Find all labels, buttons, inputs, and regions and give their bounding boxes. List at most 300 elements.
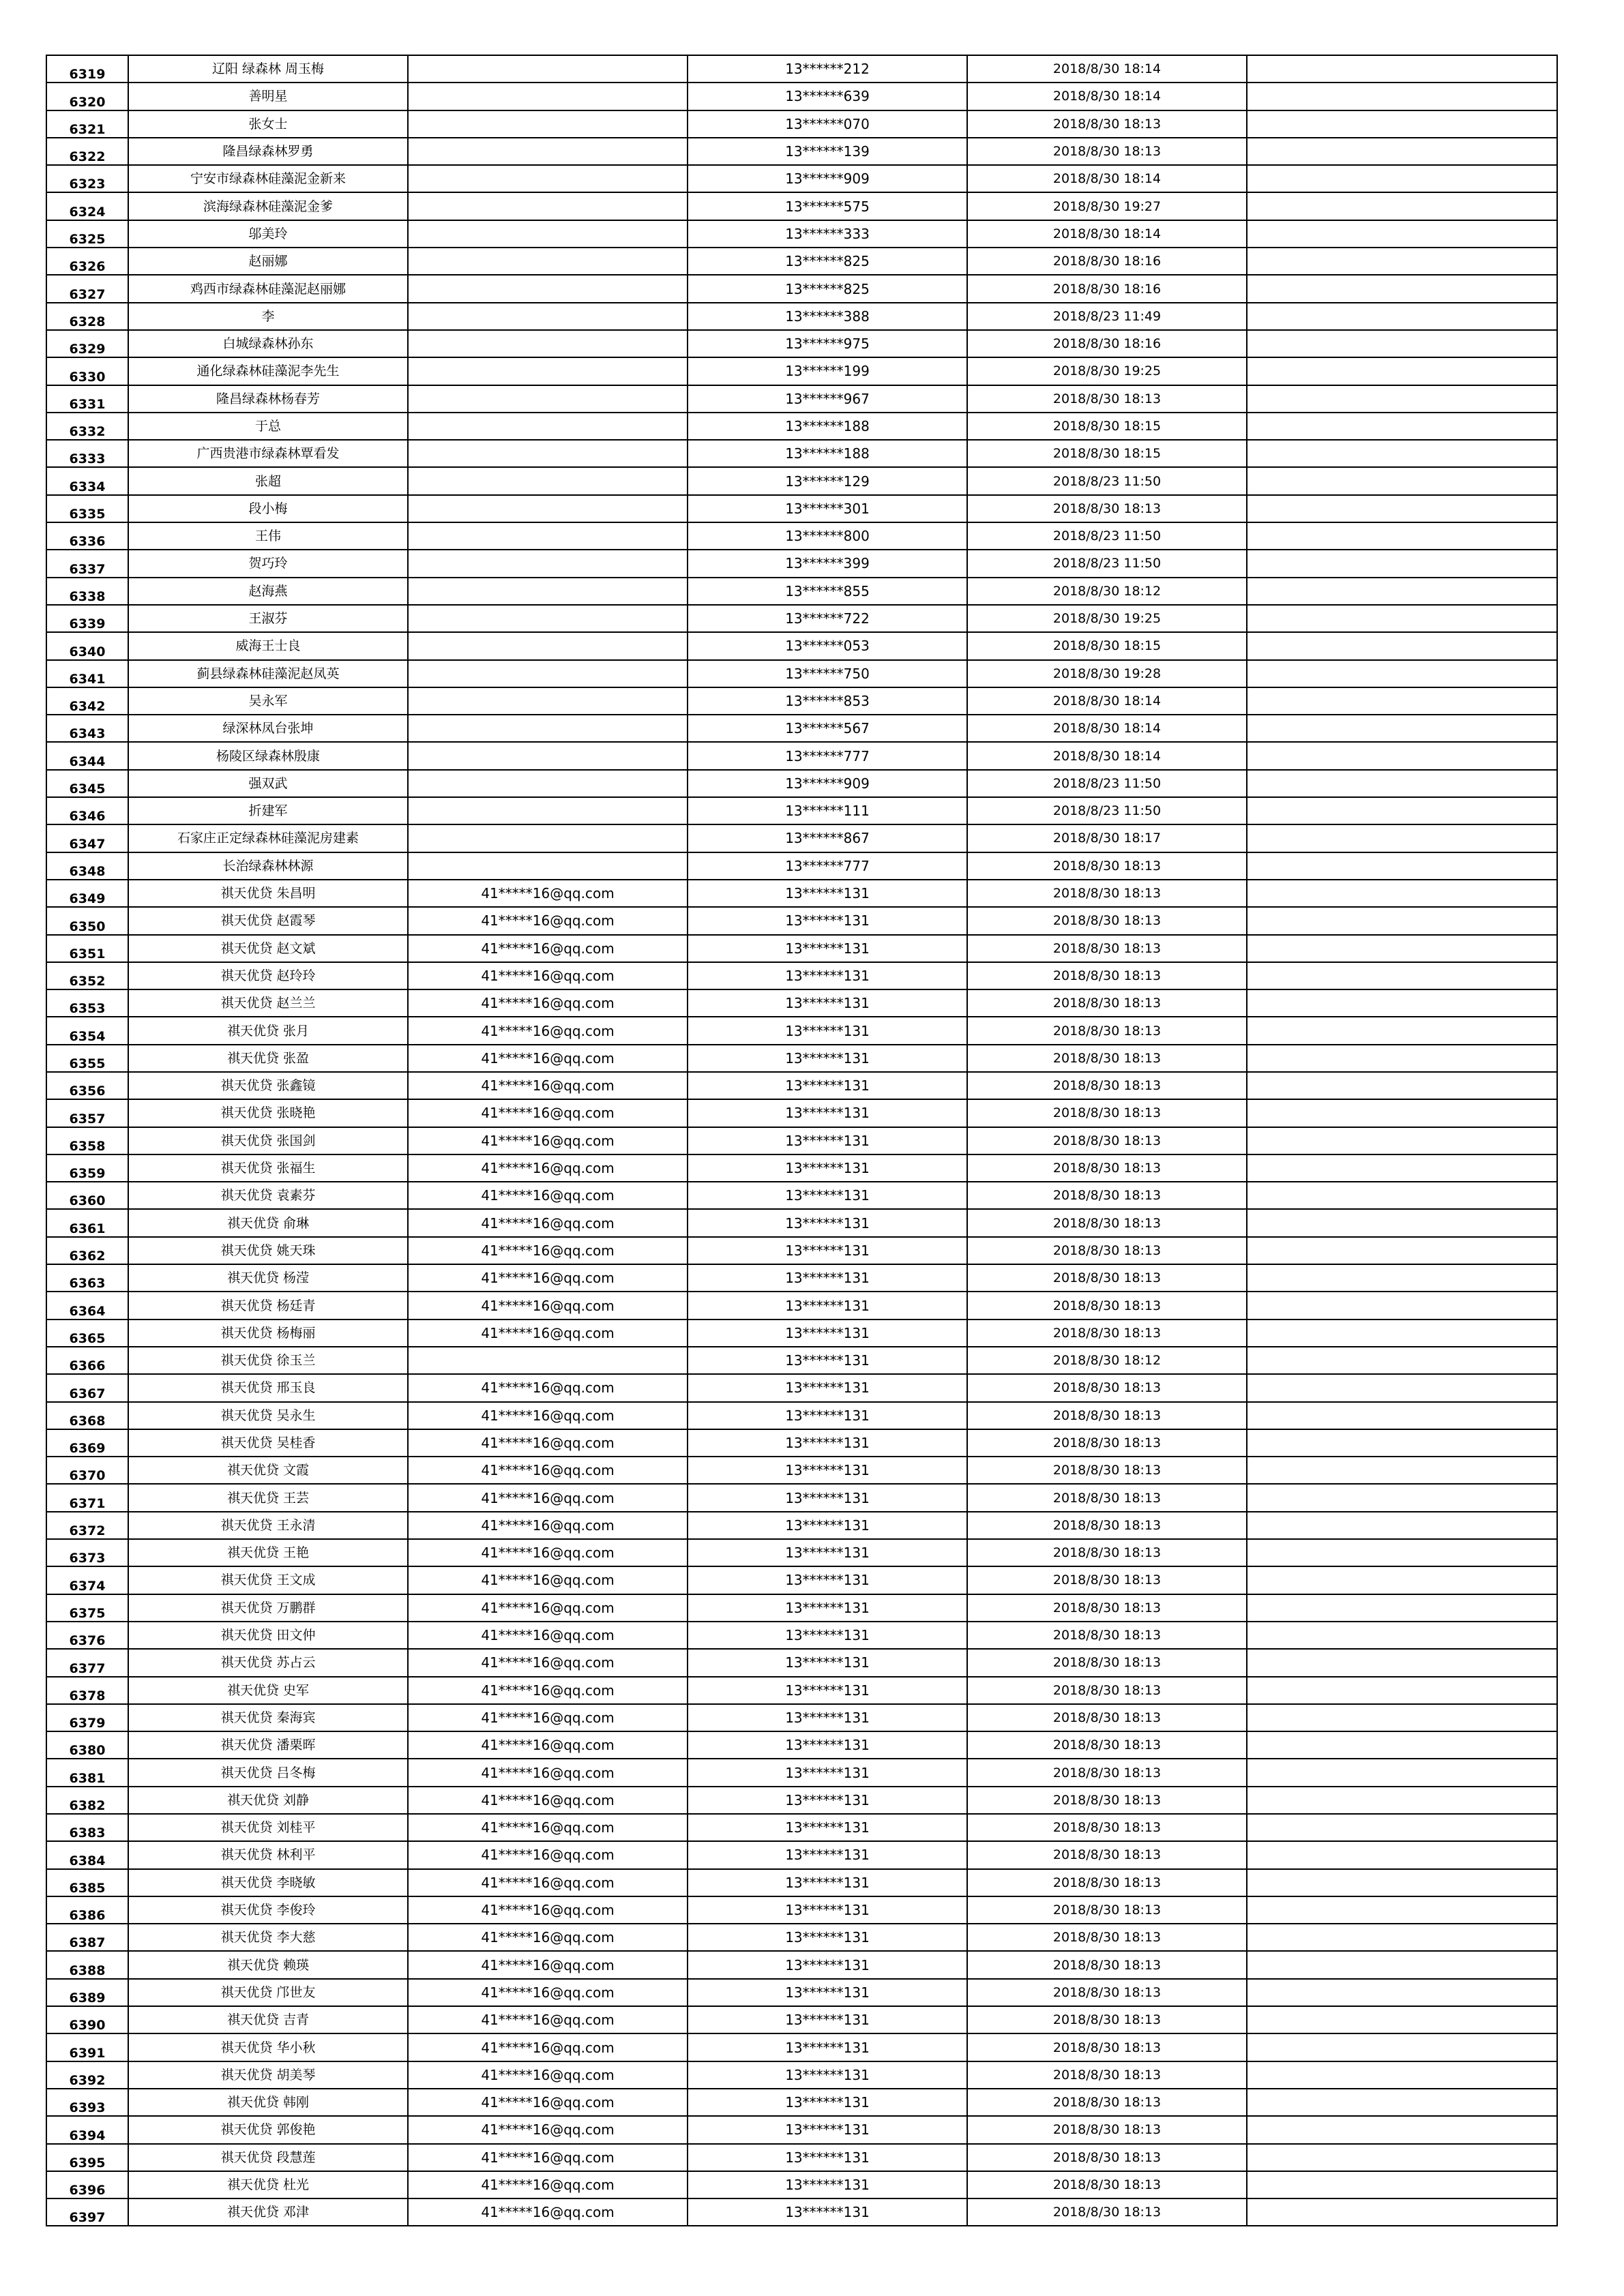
table-row	[46, 715, 1557, 742]
phone-cell: 13******131	[688, 1292, 967, 1319]
note-cell	[1247, 1731, 1557, 1759]
timestamp-cell: 2018/8/30 18:12	[967, 1347, 1247, 1374]
phone-cell: 13******188	[688, 440, 967, 467]
phone-cell: 13******131	[688, 2116, 967, 2143]
phone-cell: 13******909	[688, 770, 967, 797]
timestamp-cell: 2018/8/30 18:14	[967, 220, 1247, 248]
note-cell	[1247, 2089, 1557, 2116]
phone-cell: 13******129	[688, 467, 967, 494]
phone-cell: 13******131	[688, 1072, 967, 1099]
table-row	[46, 824, 1557, 852]
row-id-cell: 6371	[46, 1484, 128, 1511]
row-id-cell: 6338	[46, 578, 128, 605]
phone-cell: 13******800	[688, 522, 967, 550]
table-row	[46, 2089, 1557, 2116]
note-cell	[1247, 1677, 1557, 1704]
table-row	[46, 1841, 1557, 1868]
timestamp-cell: 2018/8/30 18:14	[967, 687, 1247, 715]
name-cell: 祺天优贷 胡美琴	[128, 2061, 408, 2089]
row-id-cell: 6319	[46, 55, 128, 83]
row-id-cell: 6391	[46, 2033, 128, 2061]
email-cell: 41*****16@qq.com	[408, 1127, 688, 1154]
name-cell: 祺天优贷 郭俊艳	[128, 2116, 408, 2143]
row-id-cell: 6337	[46, 550, 128, 577]
name-cell: 祺天优贷 李晓敏	[128, 1869, 408, 1896]
phone-cell: 13******131	[688, 2061, 967, 2089]
email-cell: 41*****16@qq.com	[408, 2006, 688, 2033]
note-cell	[1247, 1154, 1557, 1182]
phone-cell: 13******131	[688, 1869, 967, 1896]
row-id-cell: 6368	[46, 1402, 128, 1429]
table-row	[46, 1429, 1557, 1457]
email-cell: 41*****16@qq.com	[408, 1759, 688, 1786]
timestamp-cell: 2018/8/30 18:13	[967, 495, 1247, 522]
note-cell	[1247, 1374, 1557, 1401]
table-row	[46, 687, 1557, 715]
row-id-cell: 6389	[46, 1979, 128, 2006]
timestamp-cell: 2018/8/30 18:15	[967, 632, 1247, 659]
table-row	[46, 1951, 1557, 1978]
timestamp-cell: 2018/8/30 19:25	[967, 605, 1247, 632]
row-id-cell: 6381	[46, 1759, 128, 1786]
note-cell	[1247, 1896, 1557, 1924]
name-cell: 祺天优贷 秦海宾	[128, 1704, 408, 1731]
email-cell	[408, 715, 688, 742]
name-cell: 广西贵港市绿森林覃看发	[128, 440, 408, 467]
phone-cell: 13******867	[688, 824, 967, 852]
timestamp-cell: 2018/8/30 18:13	[967, 110, 1247, 138]
note-cell	[1247, 1099, 1557, 1127]
phone-cell: 13******131	[688, 1787, 967, 1814]
timestamp-cell: 2018/8/30 18:13	[967, 1731, 1247, 1759]
row-id-cell: 6397	[46, 2198, 128, 2226]
timestamp-cell: 2018/8/23 11:50	[967, 467, 1247, 494]
row-id-cell: 6392	[46, 2061, 128, 2089]
note-cell	[1247, 1484, 1557, 1511]
phone-cell: 13******131	[688, 1841, 967, 1868]
email-cell	[408, 605, 688, 632]
email-cell: 41*****16@qq.com	[408, 1154, 688, 1182]
phone-cell: 13******639	[688, 83, 967, 110]
timestamp-cell: 2018/8/30 18:13	[967, 1704, 1247, 1731]
phone-cell: 13******131	[688, 1566, 967, 1594]
timestamp-cell: 2018/8/30 18:13	[967, 2061, 1247, 2089]
row-id-cell: 6323	[46, 165, 128, 192]
name-cell: 祺天优贷 吴永生	[128, 1402, 408, 1429]
timestamp-cell: 2018/8/23 11:50	[967, 550, 1247, 577]
note-cell	[1247, 220, 1557, 248]
note-cell	[1247, 1594, 1557, 1622]
name-cell: 祺天优贷 李俊玲	[128, 1896, 408, 1924]
note-cell	[1247, 440, 1557, 467]
email-cell: 41*****16@qq.com	[408, 1787, 688, 1814]
name-cell: 王伟	[128, 522, 408, 550]
phone-cell: 13******131	[688, 1045, 967, 1072]
email-cell: 41*****16@qq.com	[408, 1045, 688, 1072]
row-id-cell: 6365	[46, 1320, 128, 1347]
note-cell	[1247, 1649, 1557, 1676]
table-row	[46, 2006, 1557, 2033]
note-cell	[1247, 605, 1557, 632]
table-row	[46, 1154, 1557, 1182]
row-id-cell: 6380	[46, 1731, 128, 1759]
row-id-cell: 6333	[46, 440, 128, 467]
row-id-cell: 6343	[46, 715, 128, 742]
phone-cell: 13******131	[688, 989, 967, 1017]
note-cell	[1247, 1320, 1557, 1347]
phone-cell: 13******853	[688, 687, 967, 715]
email-cell: 41*****16@qq.com	[408, 962, 688, 989]
name-cell: 强双武	[128, 770, 408, 797]
name-cell: 祺天优贷 张盈	[128, 1045, 408, 1072]
email-cell: 41*****16@qq.com	[408, 1979, 688, 2006]
phone-cell: 13******131	[688, 1704, 967, 1731]
phone-cell: 13******333	[688, 220, 967, 248]
name-cell: 于总	[128, 413, 408, 440]
email-cell	[408, 522, 688, 550]
table-row	[46, 522, 1557, 550]
email-cell: 41*****16@qq.com	[408, 2198, 688, 2226]
timestamp-cell: 2018/8/30 18:13	[967, 1484, 1247, 1511]
phone-cell: 13******131	[688, 1979, 967, 2006]
table-row	[46, 248, 1557, 275]
note-cell	[1247, 1237, 1557, 1264]
note-cell	[1247, 1017, 1557, 1044]
phone-cell: 13******722	[688, 605, 967, 632]
name-cell: 辽阳 绿森林 周玉梅	[128, 55, 408, 83]
note-cell	[1247, 660, 1557, 687]
email-cell	[408, 770, 688, 797]
email-cell: 41*****16@qq.com	[408, 1264, 688, 1292]
row-id-cell: 6383	[46, 1814, 128, 1841]
note-cell	[1247, 1814, 1557, 1841]
row-id-cell: 6336	[46, 522, 128, 550]
note-cell	[1247, 1182, 1557, 1209]
name-cell: 赵丽娜	[128, 248, 408, 275]
email-cell	[408, 852, 688, 880]
email-cell: 41*****16@qq.com	[408, 907, 688, 934]
email-cell: 41*****16@qq.com	[408, 2171, 688, 2198]
email-cell: 41*****16@qq.com	[408, 880, 688, 907]
timestamp-cell: 2018/8/30 18:13	[967, 2116, 1247, 2143]
note-cell	[1247, 880, 1557, 907]
name-cell: 祺天优贷 文霞	[128, 1457, 408, 1484]
note-cell	[1247, 522, 1557, 550]
name-cell: 祺天优贷 王芸	[128, 1484, 408, 1511]
note-cell	[1247, 1457, 1557, 1484]
table-row	[46, 935, 1557, 962]
email-cell	[408, 357, 688, 385]
phone-cell: 13******825	[688, 248, 967, 275]
name-cell: 通化绿森林硅藻泥李先生	[128, 357, 408, 385]
table-row	[46, 1539, 1557, 1566]
phone-cell: 13******131	[688, 1512, 967, 1539]
phone-cell: 13******131	[688, 1539, 967, 1566]
note-cell	[1247, 550, 1557, 577]
email-cell	[408, 165, 688, 192]
timestamp-cell: 2018/8/30 18:13	[967, 1896, 1247, 1924]
note-cell	[1247, 1347, 1557, 1374]
note-cell	[1247, 1759, 1557, 1786]
timestamp-cell: 2018/8/30 18:13	[967, 1814, 1247, 1841]
timestamp-cell: 2018/8/30 18:13	[967, 1320, 1247, 1347]
name-cell: 祺天优贷 刘静	[128, 1787, 408, 1814]
email-cell	[408, 742, 688, 769]
phone-cell: 13******399	[688, 550, 967, 577]
phone-cell: 13******131	[688, 1457, 967, 1484]
table-row	[46, 1649, 1557, 1676]
phone-cell: 13******131	[688, 2033, 967, 2061]
timestamp-cell: 2018/8/30 18:13	[967, 962, 1247, 989]
name-cell: 祺天优贷 吉青	[128, 2006, 408, 2033]
phone-cell: 13******388	[688, 303, 967, 330]
row-id-cell: 6374	[46, 1566, 128, 1594]
table-row	[46, 83, 1557, 110]
name-cell: 隆昌绿森林罗勇	[128, 138, 408, 165]
row-id-cell: 6332	[46, 413, 128, 440]
email-cell	[408, 495, 688, 522]
email-cell	[408, 220, 688, 248]
timestamp-cell: 2018/8/30 18:13	[967, 1209, 1247, 1236]
email-cell: 41*****16@qq.com	[408, 989, 688, 1017]
name-cell: 鸡西市绿森林硅藻泥赵丽娜	[128, 275, 408, 302]
name-cell: 祺天优贷 杜光	[128, 2171, 408, 2198]
timestamp-cell: 2018/8/30 18:13	[967, 1099, 1247, 1127]
row-id-cell: 6366	[46, 1347, 128, 1374]
row-id-cell: 6384	[46, 1841, 128, 1868]
email-cell	[408, 687, 688, 715]
row-id-cell: 6344	[46, 742, 128, 769]
timestamp-cell: 2018/8/30 18:14	[967, 83, 1247, 110]
row-id-cell: 6393	[46, 2089, 128, 2116]
timestamp-cell: 2018/8/30 18:13	[967, 1429, 1247, 1457]
timestamp-cell: 2018/8/30 18:16	[967, 248, 1247, 275]
name-cell: 祺天优贷 潘栗晖	[128, 1731, 408, 1759]
phone-cell: 13******131	[688, 2006, 967, 2033]
table-row	[46, 1979, 1557, 2006]
note-cell	[1247, 1127, 1557, 1154]
name-cell: 邬美玲	[128, 220, 408, 248]
table-row	[46, 1127, 1557, 1154]
note-cell	[1247, 1539, 1557, 1566]
phone-cell: 13******825	[688, 275, 967, 302]
table-row	[46, 1704, 1557, 1731]
phone-cell: 13******131	[688, 2144, 967, 2171]
email-cell: 41*****16@qq.com	[408, 1951, 688, 1978]
note-cell	[1247, 357, 1557, 385]
note-cell	[1247, 1787, 1557, 1814]
table-row	[46, 1209, 1557, 1236]
note-cell	[1247, 578, 1557, 605]
email-cell: 41*****16@qq.com	[408, 1484, 688, 1511]
table-row	[46, 880, 1557, 907]
note-cell	[1247, 2198, 1557, 2226]
email-cell	[408, 413, 688, 440]
table-row	[46, 1320, 1557, 1347]
phone-cell: 13******188	[688, 413, 967, 440]
name-cell: 祺天优贷 朱昌明	[128, 880, 408, 907]
email-cell	[408, 110, 688, 138]
row-id-cell: 6388	[46, 1951, 128, 1978]
timestamp-cell: 2018/8/30 18:13	[967, 1237, 1247, 1264]
phone-cell: 13******131	[688, 1429, 967, 1457]
row-id-cell: 6377	[46, 1649, 128, 1676]
phone-cell: 13******053	[688, 632, 967, 659]
email-cell: 41*****16@qq.com	[408, 1209, 688, 1236]
timestamp-cell: 2018/8/30 19:27	[967, 192, 1247, 220]
row-id-cell: 6350	[46, 907, 128, 934]
table-row	[46, 660, 1557, 687]
email-cell: 41*****16@qq.com	[408, 1320, 688, 1347]
note-cell	[1247, 1924, 1557, 1951]
table-row	[46, 1594, 1557, 1622]
name-cell: 祺天优贷 赵玲玲	[128, 962, 408, 989]
table-row	[46, 1292, 1557, 1319]
timestamp-cell: 2018/8/30 18:13	[967, 1182, 1247, 1209]
name-cell: 祺天优贷 杨廷青	[128, 1292, 408, 1319]
timestamp-cell: 2018/8/30 18:14	[967, 55, 1247, 83]
timestamp-cell: 2018/8/30 18:13	[967, 1539, 1247, 1566]
timestamp-cell: 2018/8/30 18:15	[967, 440, 1247, 467]
row-id-cell: 6339	[46, 605, 128, 632]
name-cell: 段小梅	[128, 495, 408, 522]
row-id-cell: 6370	[46, 1457, 128, 1484]
row-id-cell: 6345	[46, 770, 128, 797]
note-cell	[1247, 1869, 1557, 1896]
timestamp-cell: 2018/8/30 18:13	[967, 138, 1247, 165]
email-cell	[408, 440, 688, 467]
row-id-cell: 6385	[46, 1869, 128, 1896]
email-cell	[408, 797, 688, 824]
name-cell: 祺天优贷 邝世友	[128, 1979, 408, 2006]
phone-cell: 13******131	[688, 1896, 967, 1924]
table-row	[46, 220, 1557, 248]
note-cell	[1247, 824, 1557, 852]
name-cell: 祺天优贷 王永清	[128, 1512, 408, 1539]
name-cell: 祺天优贷 邓津	[128, 2198, 408, 2226]
row-id-cell: 6356	[46, 1072, 128, 1099]
phone-cell: 13******131	[688, 1649, 967, 1676]
phone-cell: 13******909	[688, 165, 967, 192]
row-id-cell: 6367	[46, 1374, 128, 1401]
row-id-cell: 6328	[46, 303, 128, 330]
timestamp-cell: 2018/8/30 18:13	[967, 1677, 1247, 1704]
email-cell: 41*****16@qq.com	[408, 1429, 688, 1457]
table-row	[46, 413, 1557, 440]
phone-cell: 13******131	[688, 1759, 967, 1786]
phone-cell: 13******131	[688, 1320, 967, 1347]
timestamp-cell: 2018/8/30 18:13	[967, 1045, 1247, 1072]
timestamp-cell: 2018/8/30 18:13	[967, 907, 1247, 934]
note-cell	[1247, 330, 1557, 357]
timestamp-cell: 2018/8/30 18:13	[967, 989, 1247, 1017]
table-row	[46, 770, 1557, 797]
phone-cell: 13******301	[688, 495, 967, 522]
row-id-cell: 6341	[46, 660, 128, 687]
table-row	[46, 962, 1557, 989]
timestamp-cell: 2018/8/30 18:13	[967, 1264, 1247, 1292]
name-cell: 祺天优贷 吴桂香	[128, 1429, 408, 1457]
table-row	[46, 2198, 1557, 2226]
email-cell	[408, 578, 688, 605]
phone-cell: 13******131	[688, 1017, 967, 1044]
timestamp-cell: 2018/8/30 18:13	[967, 1622, 1247, 1649]
table-row	[46, 742, 1557, 769]
row-id-cell: 6373	[46, 1539, 128, 1566]
email-cell	[408, 632, 688, 659]
row-id-cell: 6378	[46, 1677, 128, 1704]
timestamp-cell: 2018/8/23 11:50	[967, 797, 1247, 824]
email-cell	[408, 275, 688, 302]
email-cell	[408, 330, 688, 357]
email-cell: 41*****16@qq.com	[408, 1649, 688, 1676]
table-row	[46, 797, 1557, 824]
timestamp-cell: 2018/8/30 18:13	[967, 935, 1247, 962]
email-cell: 41*****16@qq.com	[408, 1814, 688, 1841]
timestamp-cell: 2018/8/30 18:15	[967, 413, 1247, 440]
note-cell	[1247, 1704, 1557, 1731]
timestamp-cell: 2018/8/30 18:13	[967, 1649, 1247, 1676]
table-row	[46, 467, 1557, 494]
note-cell	[1247, 935, 1557, 962]
phone-cell: 13******131	[688, 1127, 967, 1154]
row-id-cell: 6355	[46, 1045, 128, 1072]
table-row	[46, 303, 1557, 330]
phone-cell: 13******131	[688, 935, 967, 962]
timestamp-cell: 2018/8/30 19:25	[967, 357, 1247, 385]
note-cell	[1247, 110, 1557, 138]
records-sheet	[46, 55, 1558, 2226]
records-table-body	[46, 55, 1557, 2226]
timestamp-cell: 2018/8/30 18:13	[967, 1924, 1247, 1951]
timestamp-cell: 2018/8/30 18:13	[967, 2089, 1247, 2116]
timestamp-cell: 2018/8/30 18:14	[967, 165, 1247, 192]
note-cell	[1247, 1841, 1557, 1868]
phone-cell: 13******131	[688, 1182, 967, 1209]
timestamp-cell: 2018/8/30 18:13	[967, 2006, 1247, 2033]
note-cell	[1247, 742, 1557, 769]
email-cell: 41*****16@qq.com	[408, 2033, 688, 2061]
row-id-cell: 6376	[46, 1622, 128, 1649]
table-row	[46, 989, 1557, 1017]
phone-cell: 13******131	[688, 1924, 967, 1951]
row-id-cell: 6320	[46, 83, 128, 110]
timestamp-cell: 2018/8/30 19:28	[967, 660, 1247, 687]
email-cell: 41*****16@qq.com	[408, 1896, 688, 1924]
timestamp-cell: 2018/8/30 18:13	[967, 385, 1247, 413]
table-row	[46, 632, 1557, 659]
timestamp-cell: 2018/8/30 18:13	[967, 1402, 1247, 1429]
email-cell	[408, 1347, 688, 1374]
note-cell	[1247, 495, 1557, 522]
note-cell	[1247, 715, 1557, 742]
email-cell: 41*****16@qq.com	[408, 1374, 688, 1401]
phone-cell: 13******111	[688, 797, 967, 824]
name-cell: 张超	[128, 467, 408, 494]
phone-cell: 13******139	[688, 138, 967, 165]
name-cell: 祺天优贷 韩刚	[128, 2089, 408, 2116]
row-id-cell: 6325	[46, 220, 128, 248]
phone-cell: 13******131	[688, 2089, 967, 2116]
phone-cell: 13******575	[688, 192, 967, 220]
row-id-cell: 6346	[46, 797, 128, 824]
table-row	[46, 1457, 1557, 1484]
name-cell: 隆昌绿森林杨春芳	[128, 385, 408, 413]
row-id-cell: 6330	[46, 357, 128, 385]
timestamp-cell: 2018/8/30 18:13	[967, 1127, 1247, 1154]
name-cell: 祺天优贷 史军	[128, 1677, 408, 1704]
row-id-cell: 6364	[46, 1292, 128, 1319]
